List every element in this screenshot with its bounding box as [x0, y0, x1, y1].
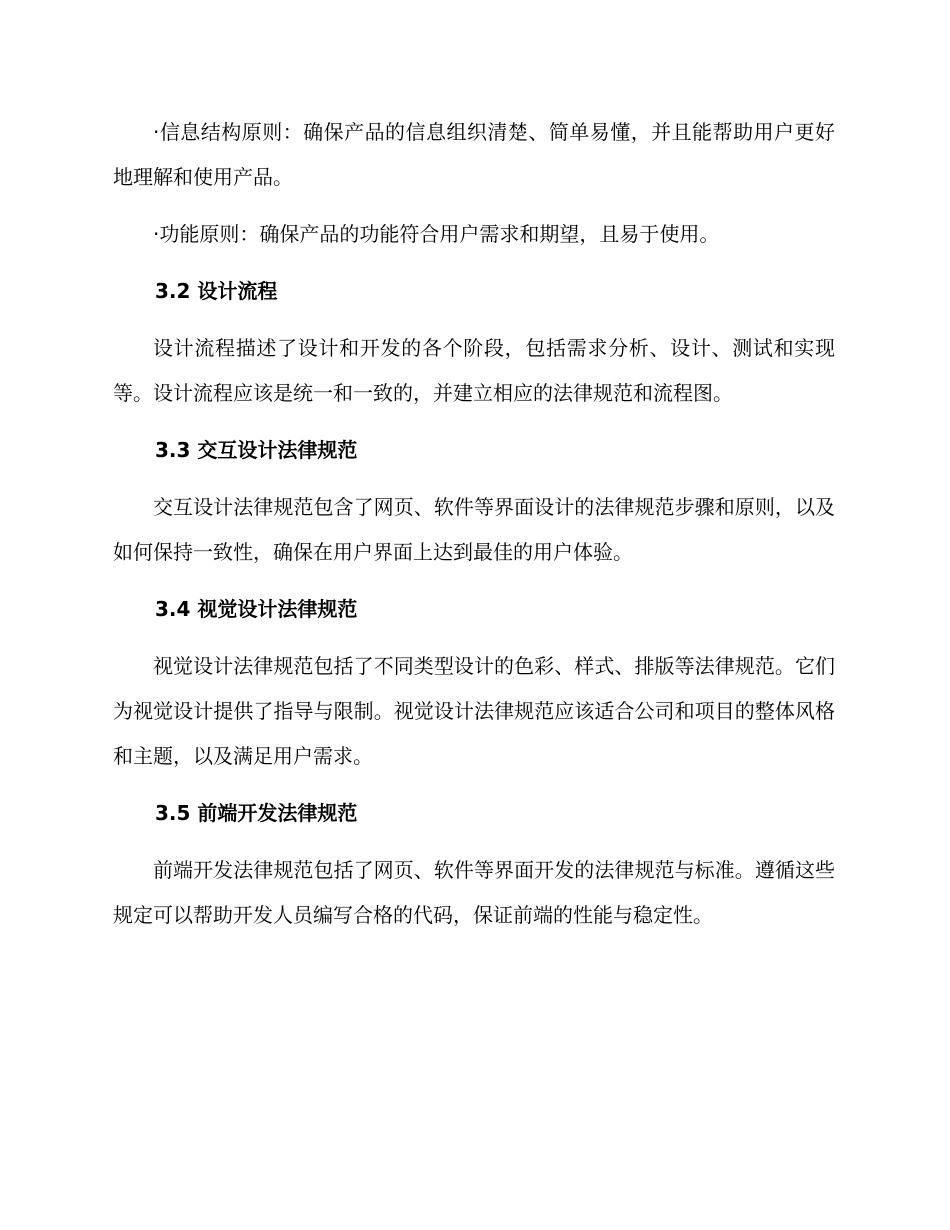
- paragraph-frontend-development: 前端开发法律规范包括了网页、软件等界面开发的法律规范与标准。遵循这些规定可以帮助开发人员编写合格的代码，保证前端的性能与稳定性。: [113, 858, 835, 927]
- paragraph-interaction-design: 交互设计法律规范包含了网页、软件等界面设计的法律规范步骤和原则，以及如何保持一致性，确保在用户界面上达到最佳的用户体验。: [113, 495, 835, 564]
- document-body: [113, 110, 835, 938]
- section-heading-frontend-development: 3.5 前端开发法律规范: [155, 801, 358, 825]
- section-heading-visual-design: 3.4 视觉设计法律规范: [155, 597, 358, 621]
- paragraph-visual-design: 视觉设计法律规范包括了不同类型设计的色彩、样式、排版等法律规范。它们为视觉设计提供了指导与限制。视觉设计法律规范应该适合公司和项目的整体风格和主题，以及满足用户需求。: [113, 654, 835, 768]
- paragraph-information-structure-principle: ·信息结构原则：确保产品的信息组织清楚、简单易懂，并且能帮助用户更好地理解和使用产品。: [113, 120, 835, 189]
- paragraph-design-process: 设计流程描述了设计和开发的各个阶段，包括需求分析、设计、测试和实现等。设计流程应该是统一和一致的，并建立相应的法律规范和流程图。: [113, 336, 835, 405]
- section-heading-interaction-design: 3.3 交互设计法律规范: [155, 438, 358, 462]
- section-heading-design-process: 3.2 设计流程: [155, 279, 278, 303]
- paragraph-function-principle: ·功能原则：确保产品的功能符合用户需求和期望，且易于使用。: [153, 222, 720, 246]
